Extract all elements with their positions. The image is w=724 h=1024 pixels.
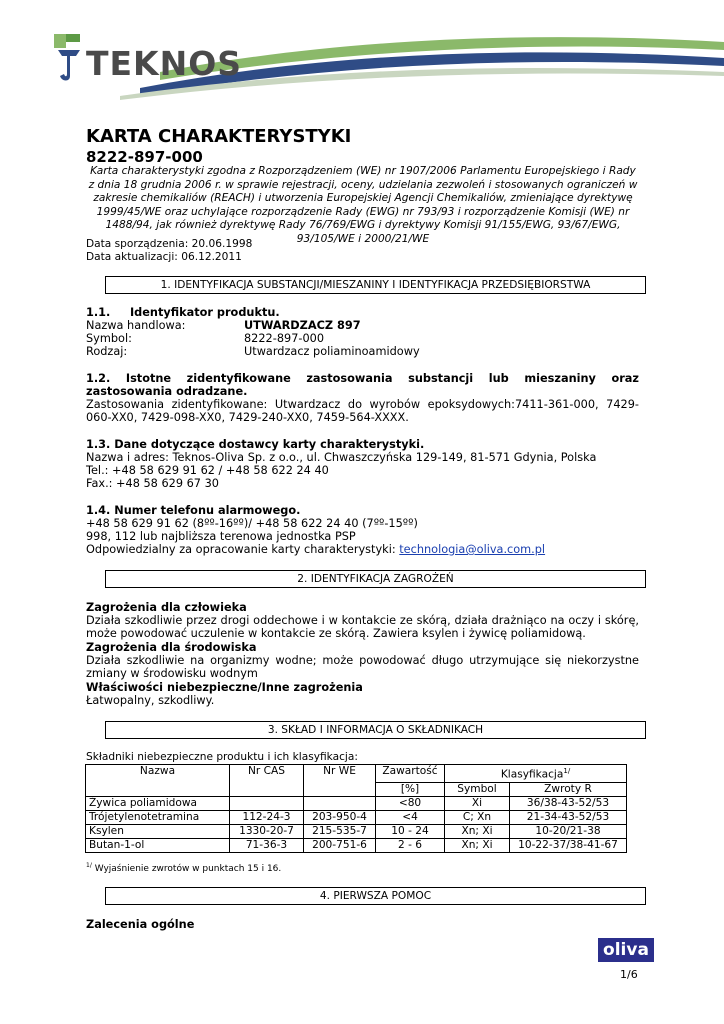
heading-1-1: 1.1. Identyfikator produktu. bbox=[86, 306, 280, 319]
col-symbol-header: Symbol bbox=[445, 782, 510, 796]
cell-symbol: Xn; Xi bbox=[445, 824, 510, 838]
cell-r: 10-20/21-38 bbox=[510, 824, 627, 838]
cell-cas: 71-36-3 bbox=[230, 838, 304, 852]
table-row bbox=[86, 824, 627, 838]
contact-email-link[interactable]: technologia@oliva.com.pl bbox=[399, 543, 546, 556]
col-class-label: Klasyfikacja bbox=[500, 768, 564, 781]
date-updated: Data aktualizacji: 06.12.2011 bbox=[86, 251, 242, 263]
other-hazards-heading: Właściwości niebezpieczne/Inne zagrożenia bbox=[86, 681, 363, 694]
cell-cas bbox=[230, 796, 304, 810]
cell-symbol: Xn; Xi bbox=[445, 838, 510, 852]
legal-intro: Karta charakterystyki zgodna z Rozporządzeniem (WE) nr 1907/2006 Parlamentu Europejskiego i Rady z dnia 18 grudnia 2006 r. w sprawie rejestracji, oceny, udzielania zezwoleń i stosowanych ograniczeń w zakresie chemikaliów (REACH) i utworzenia Europejskiej Agencji Chemikaliów, zmieniające dyrektywę 1999/45/WE oraz uchylające rozporządzenie Rady (EWG) nr 793/93 i rozporządzenie Komisji (WE) nr 1488/94, jak również dyrektywę Rady 76/769/EWG i dyrektywy Komisji 91/155/EWG, 93/67/EWG, 93/105/WE i 2000/21/WE bbox=[88, 165, 638, 245]
section-3-heading: 3. SKŁAD I INFORMACJA O SKŁADNIKACH bbox=[105, 721, 646, 739]
table-footnote bbox=[86, 862, 281, 874]
table-header-row bbox=[86, 765, 627, 783]
section-4-heading: 4. PIERWSZA POMOC bbox=[105, 887, 646, 905]
cell-we: 203-950-4 bbox=[304, 810, 376, 824]
cell-we bbox=[304, 796, 376, 810]
symbol-value: 8222-897-000 bbox=[244, 332, 325, 345]
cell-r: 10-22-37/38-41-67 bbox=[510, 838, 627, 852]
document-dates bbox=[86, 238, 252, 264]
trade-name-value: UTWARDZACZ 897 bbox=[244, 319, 361, 332]
trade-name-row bbox=[86, 319, 646, 332]
identified-uses: Zastosowania zidentyfikowane: Utwardzacz do wyrobów epoksydowych:7411-361-000, 7429-060-XX0, 7429-098-XX0, 7429-240-XX0, 7459-564-XXXX. bbox=[86, 398, 639, 425]
cell-name: Żywica poliamidowa bbox=[86, 796, 230, 810]
col-cas-header: Nr CAS bbox=[230, 765, 304, 797]
responsible-line bbox=[86, 543, 545, 556]
oliva-logo: oliva bbox=[598, 938, 654, 962]
general-advice-heading: Zalecenia ogólne bbox=[86, 918, 195, 931]
cell-r: 21-34-43-52/53 bbox=[510, 810, 627, 824]
symbol-label: Symbol: bbox=[86, 332, 132, 345]
cell-content: <80 bbox=[376, 796, 445, 810]
document-code: 8222-897-000 bbox=[86, 148, 203, 166]
responsible-label: Odpowiedzialny za opracowanie karty charakterystyki: bbox=[86, 543, 400, 556]
type-row bbox=[86, 345, 646, 358]
emergency-phone: +48 58 629 91 62 (8ºº-16ºº)/ +48 58 622 24 40 (7ºº-15ºº) bbox=[86, 517, 418, 530]
cell-name: Trójetylenotetramina bbox=[86, 810, 230, 824]
table-row bbox=[86, 796, 627, 810]
cell-symbol: Xi bbox=[445, 796, 510, 810]
table-row bbox=[86, 838, 627, 852]
cell-we: 215-535-7 bbox=[304, 824, 376, 838]
footnote-text: Wyjaśnienie zwrotów w punktach 15 i 16. bbox=[91, 864, 282, 874]
heading-1-3: 1.3. Dane dotyczące dostawcy karty charakterystyki. bbox=[86, 438, 425, 451]
col-we-header: Nr WE bbox=[304, 765, 376, 797]
teknos-logo-text: TEKNOS bbox=[86, 44, 243, 83]
section-1-heading: 1. IDENTYFIKACJA SUBSTANCJI/MIESZANINY I IDENTYFIKACJA PRZEDSIĘBIORSTWA bbox=[105, 276, 646, 294]
cell-content: <4 bbox=[376, 810, 445, 824]
type-label: Rodzaj: bbox=[86, 345, 128, 358]
supplier-tel: Tel.: +48 58 629 91 62 / +48 58 622 24 40 bbox=[86, 464, 329, 477]
cell-name: Ksylen bbox=[86, 824, 230, 838]
components-table bbox=[85, 764, 627, 853]
col-name-header: Nazwa bbox=[86, 765, 230, 797]
env-hazards-heading: Zagrożenia dla środowiska bbox=[86, 641, 257, 654]
col-class-header bbox=[445, 765, 627, 783]
heading-1-4: 1.4. Numer telefonu alarmowego. bbox=[86, 504, 301, 517]
cell-content: 10 - 24 bbox=[376, 824, 445, 838]
cell-content: 2 - 6 bbox=[376, 838, 445, 852]
table-row bbox=[86, 810, 627, 824]
human-hazards-heading: Zagrożenia dla człowieka bbox=[86, 601, 247, 614]
footnote-sup: 1/ bbox=[86, 862, 92, 869]
supplier-fax: Fax.: +48 58 629 67 30 bbox=[86, 477, 219, 490]
col-class-sup: 1/ bbox=[563, 767, 571, 775]
cell-cas: 1330-20-7 bbox=[230, 824, 304, 838]
type-value: Utwardzacz poliaminoamidowy bbox=[244, 345, 420, 358]
document-title: KARTA CHARAKTERYSTYKI bbox=[86, 126, 352, 147]
components-intro: Składniki niebezpieczne produktu i ich klasyfikacja: bbox=[86, 751, 358, 763]
cell-name: Butan-1-ol bbox=[86, 838, 230, 852]
heading-1-2: 1.2. Istotne zidentyfikowane zastosowania substancji lub mieszaniny oraz zastosowania odradzane. bbox=[86, 372, 639, 399]
cell-cas: 112-24-3 bbox=[230, 810, 304, 824]
teknos-logo-icon bbox=[50, 30, 88, 84]
symbol-row bbox=[86, 332, 646, 345]
col-r-header: Zwroty R bbox=[510, 782, 627, 796]
section-2-heading: 2. IDENTYFIKACJA ZAGROŻEŃ bbox=[105, 570, 646, 588]
trade-name-label: Nazwa handlowa: bbox=[86, 319, 186, 332]
page-number: 1/6 bbox=[620, 968, 638, 981]
other-hazards-text: Łatwopalny, szkodliwy. bbox=[86, 694, 215, 707]
col-content-header: Zawartość bbox=[376, 765, 445, 783]
cell-symbol: C; Xn bbox=[445, 810, 510, 824]
cell-we: 200-751-6 bbox=[304, 838, 376, 852]
col-content-unit: [%] bbox=[376, 782, 445, 796]
human-hazards-text: Działa szkodliwie przez drogi oddechowe i w kontakcie ze skórą, działa drażniąco na oczy i skórę, może powodować uczulenie w kontakcie ze skórą. Zawiera ksylen i żywicę poliamidową. bbox=[86, 614, 639, 641]
cell-r: 36/38-43-52/53 bbox=[510, 796, 627, 810]
env-hazards-text: Działa szkodliwie na organizmy wodne; może powodować długo utrzymujące się niekorzystne zmiany w środowisku wodnym bbox=[86, 654, 639, 681]
emergency-services: 998, 112 lub najbliższa terenowa jednostka PSP bbox=[86, 530, 356, 543]
date-created: Data sporządzenia: 20.06.1998 bbox=[86, 238, 253, 250]
supplier-address: Nazwa i adres: Teknos-Oliva Sp. z o.o., ul. Chwaszczyńska 129-149, 81-571 Gdynia, Polska bbox=[86, 451, 597, 464]
